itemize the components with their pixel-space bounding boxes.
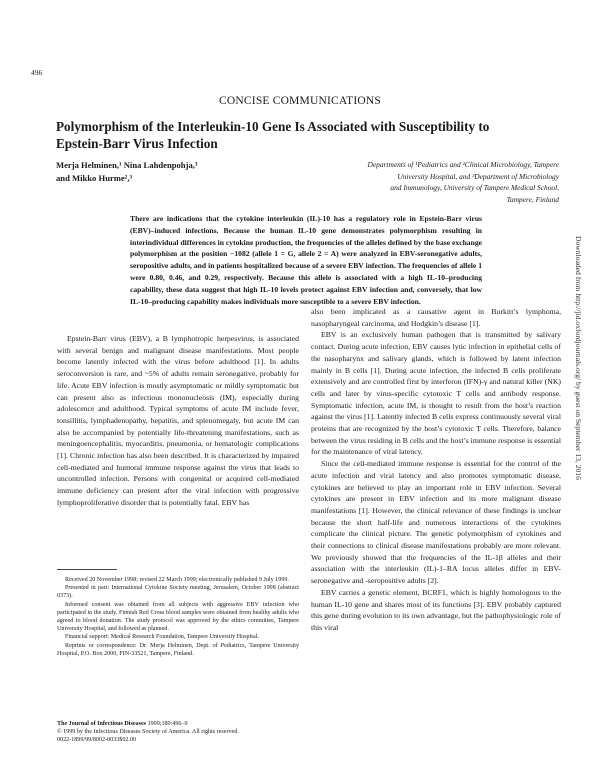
body-column-left xyxy=(57,333,299,509)
affiliation-line: University Hospital, and ³Department of Microbiology xyxy=(397,171,559,181)
footnote: Informed consent was obtained from all subjects with aggressive EBV infection who participated in the study. Finnish Red Cross blood samples were obtained from healthy adults who agreed to blood donation. The study protocol was approved by the ethics committee, Tampere University Hospital, and followed as planned. xyxy=(57,601,299,633)
affiliations xyxy=(300,159,559,205)
body-paragraph: Since the cell-mediated immune response is essential for the control of the acute infection and viral latency and also promotes symptomatic disease, cytokines are believed to play an important role in EBV infection. Several cytokines are present in EBV infection and its more malignant disease manifestations [1]. However, the clinical relevance of these findings is unclear because the short half-life and numerous interactions of the cytokines complicate the clinical picture. The genetic polymorphism of cytokines and their connections to clinical disease manifestations probably are more relevant. We previously showed that the frequencies of the IL-1β alleles and their association with the interleukin (IL)-1–RA locus alleles differ in EBV-seronegative and -seropositive adults [2]. xyxy=(311,459,561,586)
journal-issue: 1999;180:496–9 xyxy=(147,721,188,727)
journal-name: The Journal of Infectious Diseases xyxy=(57,721,147,727)
journal-info xyxy=(57,720,299,745)
author-line: Merja Helminen,¹ Nina Lahdenpohja,³ xyxy=(56,160,198,170)
author-line: and Mikko Hurme²,³ xyxy=(56,173,133,183)
footnote: Received 20 November 1998; revised 22 March 1999; electronically published 9 July 1999. xyxy=(65,577,289,583)
affiliation-line: Departments of ¹Pediatrics and ²Clinical Microbiology, Tampere xyxy=(367,160,559,169)
body-column-right xyxy=(311,306,561,634)
article-title: Polymorphism of the Interleukin-10 Gene Is Associated with Susceptibility to Epstein-Barr Virus Infection xyxy=(56,119,490,151)
page-number: 496 xyxy=(31,68,43,77)
footnote: Reprints or correspondence: Dr. Merja Helminen, Dept. of Pediatrics, Tampere University Hospital, P.O. Box 2000, FIN-33521, Tampere, Finland. xyxy=(57,642,299,657)
body-paragraph: EBV is an exclusively human pathogen that is transmitted by salivary contact. During acute infection, EBV causes lytic infection in epithelial cells of the nasopharynx and salivary glands, which is followed by latent infection mainly in B cells [1]. During acute infection, the infected B cells proliferate extensively and are controlled first by interferon (IFN)-γ and natural killer (NK) cells and later by virus-specific cytotoxic T cells and antibody response. Symptomatic infection, acute IM, is thought to result from the host’s reaction against the virus [1]. Latently infected B cells express continuously several viral proteins that are recognized by the host’s cytotoxic T cells. Therefore, balance between the virus residing in B cells and the host’s immune response is essential for the maintenance of viral latency. xyxy=(311,330,561,457)
footnotes xyxy=(57,576,299,658)
footnote: Financial support: Medical Research Foundation, Tampere University Hospital. xyxy=(65,634,259,641)
footnote: Presented in part: International Cytokine Society meeting, Jerusalem, October 1998 (abstract 0373). xyxy=(57,585,299,600)
body-paragraph: EBV carries a genetic element, BCRF1, which is highly homologous to the human IL-10 gene and shares most of its functions [3]. EBV probably captured this gene during evolution to its own advantage, but the pathophysiologic role of this viral xyxy=(311,587,561,632)
affiliation-line: and Immunology, University of Tampere Medical School, xyxy=(390,183,559,193)
copyright-line: © 1999 by the Infectious Diseases Society of America. All rights reserved. xyxy=(57,729,239,736)
issn-line: 0022-1899/99/8002-0033$02.00 xyxy=(57,737,137,744)
section-heading: CONCISE COMMUNICATIONS xyxy=(219,95,381,107)
affiliation-line: Tampere, Finland xyxy=(506,194,559,204)
download-watermark: Downloaded from http://jid.oxfordjournals.org/ by guest on September 13, 2016 xyxy=(574,236,583,480)
body-paragraph: Epstein-Barr virus (EBV), a B lymphotropic herpesvirus, is associated with several benign and malignant disease manifestations. Most people become latently infected with the virus before adulthood [1]. In adults seroconversion is rare, and ~5% of adults remain seronegative, probably for life. Acute EBV infection is mostly asymptomatic or mildly symptomatic but can present also as infectious mononucleosis (IM), especially during adolescence and adulthood. Typical symptoms of acute IM include fever, tonsillitis, lymphadenopathy, hepatitis, and splenomegaly, but acute IM can also be accompanied by potentially life-threatening manifestations, such as meningoencephalitis, myocarditis, pneumonia, or hematologic complications [1]. Chronic infection has also been described. It is characterized by impaired cell-mediated and humoral immune response against the virus that leads to uncontrolled infection. Persons with congenital or acquired cell-mediated immune deficiency can present after the viral infection with progressive lymphoproliferative disorder that is potentially fatal. EBV has xyxy=(57,334,299,507)
author-list xyxy=(56,159,256,185)
body-paragraph-continued: also been implicated as a causative agent in Burkitt’s lymphoma, nasopharyngeal carcinoma, and Hodgkin’s disease [1]. xyxy=(311,307,561,328)
footnote-divider xyxy=(57,569,117,570)
abstract: There are indications that the cytokine interleukin (IL)-10 has a regulatory role in Epstein-Barr virus (EBV)–induced infections. Because the human IL-10 gene demonstrates polymorphism resulting in interindividual differences in cytokine production, the frequencies of the alleles defined by the base exchange polymorphism at the position −1082 (allele 1 = G, allele 2 = A) were analyzed in EBV-seronegative adults, seropositive adults, and in patients hospitalized because of a severe EBV infection. The frequencies of allele 1 were 0.80, 0.46, and 0.29, respectively. Because this allele is associated with a high IL-10–producing capability, these data suggest that high IL-10 levels protect against EBV infection and, conversely, that low IL-10–producing capability makes individuals more susceptible to a severe EBV infection. xyxy=(130,214,482,306)
